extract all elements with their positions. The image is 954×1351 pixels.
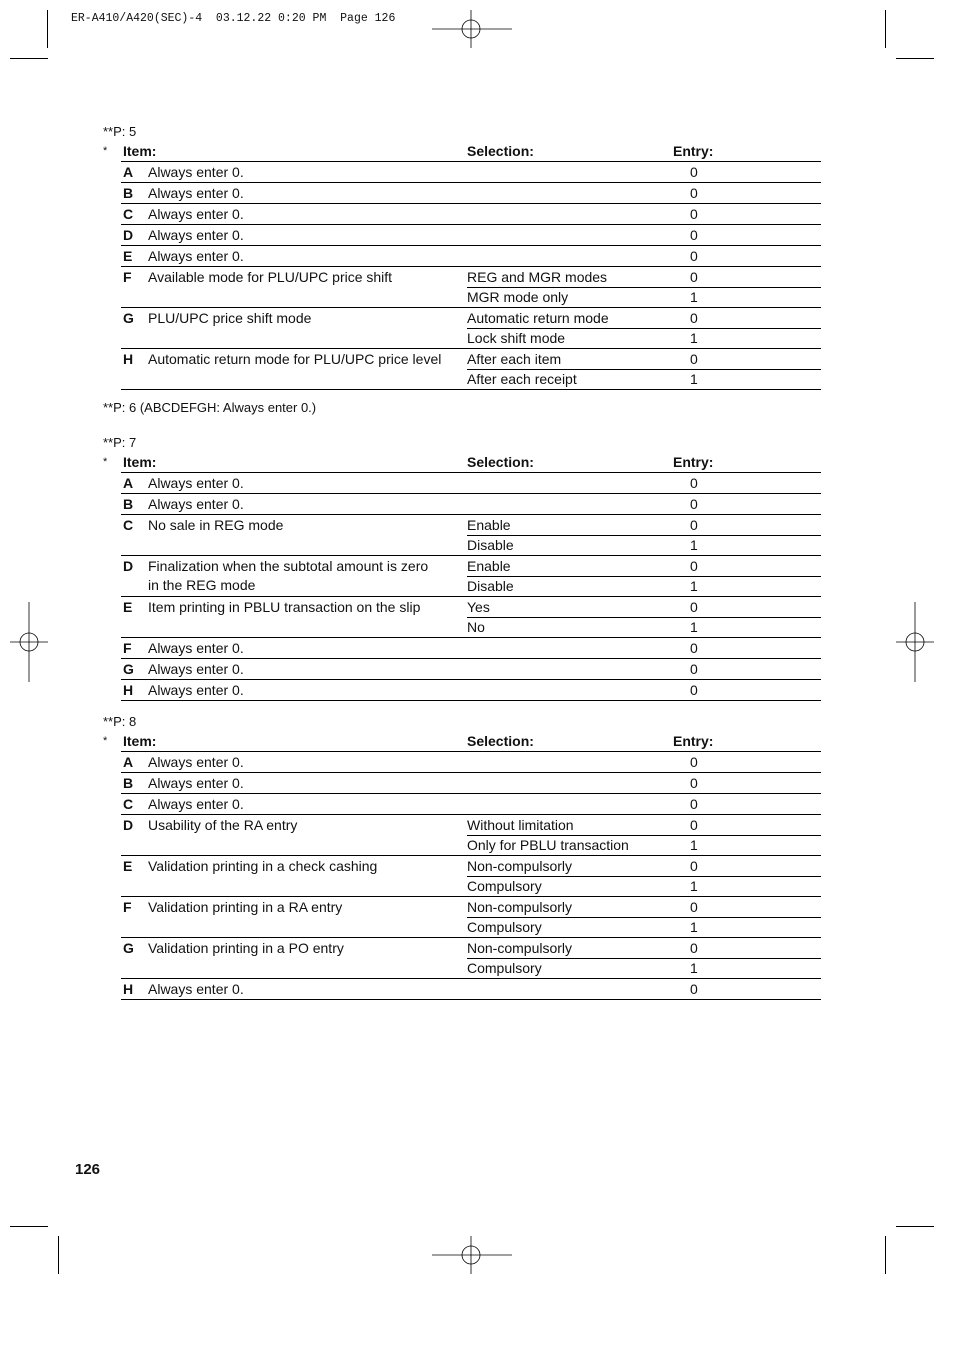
table-row [121, 267, 821, 287]
row-selection: After each item [467, 351, 562, 367]
row-item-text: Item printing in PBLU transaction on the slip [148, 599, 421, 615]
table-row [121, 897, 821, 917]
asterisk-note: * [103, 145, 108, 157]
column-header-entry: Entry: [673, 454, 714, 470]
row-entry: 0 [690, 227, 698, 243]
table-row [121, 638, 821, 659]
row-letter: E [123, 858, 133, 874]
row-entry: 0 [690, 185, 698, 201]
table-row [121, 369, 821, 390]
row-selection: Only for PBLU transaction [467, 837, 629, 853]
column-header-item: Item: [123, 454, 157, 470]
row-selection: Disable [467, 537, 514, 553]
registration-mark-right [896, 602, 934, 682]
row-letter: E [123, 248, 133, 264]
row-selection: Disable [467, 578, 514, 594]
row-selection: Non-compulsorly [467, 858, 573, 874]
table-row [121, 515, 821, 535]
crop-mark [885, 10, 886, 48]
row-entry: 0 [690, 206, 698, 222]
row-entry: 0 [690, 517, 698, 533]
section-label-p8: **P: 8 [103, 714, 137, 729]
row-item-text: Always enter 0. [148, 682, 244, 698]
table-row [121, 876, 821, 897]
table-row [121, 494, 821, 515]
column-header-selection: Selection: [467, 454, 534, 470]
row-letter: D [123, 227, 134, 243]
row-item-text: Always enter 0. [148, 206, 244, 222]
table-row [121, 794, 821, 815]
row-letter: D [123, 558, 134, 574]
table-row [121, 773, 821, 794]
row-item-text: Always enter 0. [148, 164, 244, 180]
row-selection: Compulsory [467, 919, 542, 935]
row-item-text: Always enter 0. [148, 640, 244, 656]
row-entry: 1 [690, 837, 698, 853]
column-header-entry: Entry: [673, 143, 714, 159]
row-selection: Non-compulsorly [467, 940, 573, 956]
row-letter: F [123, 269, 132, 285]
table-row [121, 835, 821, 856]
row-item-text: Always enter 0. [148, 775, 244, 791]
row-letter: E [123, 599, 133, 615]
row-entry: 1 [690, 919, 698, 935]
row-item-text-continued: in the REG mode [148, 577, 256, 593]
row-entry: 0 [690, 775, 698, 791]
row-letter: A [123, 164, 134, 180]
row-entry: 0 [690, 164, 698, 180]
crop-mark [10, 1226, 48, 1227]
table-p7 [121, 453, 821, 701]
row-letter: F [123, 899, 132, 915]
row-letter: H [123, 981, 134, 997]
row-letter: H [123, 351, 134, 367]
row-entry: 0 [690, 351, 698, 367]
column-header-item: Item: [123, 143, 157, 159]
table-row [121, 938, 821, 958]
registration-mark-left [10, 602, 48, 682]
row-selection: Automatic return mode [467, 310, 609, 326]
table-row [121, 680, 821, 701]
column-header-selection: Selection: [467, 143, 534, 159]
row-letter: G [123, 940, 134, 956]
row-item-text: Usability of the RA entry [148, 817, 298, 833]
table-row [121, 308, 821, 328]
registration-mark-top [432, 10, 512, 48]
crop-mark [896, 1226, 934, 1227]
row-letter: B [123, 185, 134, 201]
section-label-p7: **P: 7 [103, 435, 137, 450]
row-item-text: Available mode for PLU/UPC price shift [148, 269, 393, 285]
table-row [121, 473, 821, 494]
crop-mark [58, 1236, 59, 1274]
row-entry: 0 [690, 682, 698, 698]
row-letter: D [123, 817, 134, 833]
row-letter: B [123, 496, 134, 512]
row-selection: Yes [467, 599, 490, 615]
row-entry: 1 [690, 330, 698, 346]
row-item-text: Always enter 0. [148, 496, 244, 512]
row-entry: 1 [690, 960, 698, 976]
crop-mark [10, 58, 48, 59]
row-selection: Compulsory [467, 960, 542, 976]
table-p5 [121, 142, 821, 390]
row-entry: 1 [690, 537, 698, 553]
table-header [121, 453, 821, 473]
row-selection: Non-compulsorly [467, 899, 573, 915]
print-slug: ER-A410/A420(SEC)-4 03.12.22 0:20 PM Page 126 [71, 12, 396, 25]
row-item-text: Finalization when the subtotal amount is zero [148, 558, 429, 574]
row-letter: G [123, 310, 134, 326]
row-letter: C [123, 206, 134, 222]
table-row [121, 979, 821, 1000]
row-letter: G [123, 661, 134, 677]
row-item-text: Always enter 0. [148, 661, 244, 677]
row-entry: 0 [690, 754, 698, 770]
row-letter: H [123, 682, 134, 698]
row-entry: 0 [690, 981, 698, 997]
row-entry: 0 [690, 858, 698, 874]
row-selection: Enable [467, 558, 511, 574]
row-entry: 1 [690, 619, 698, 635]
row-item-text: No sale in REG mode [148, 517, 284, 533]
table-row [121, 815, 821, 835]
row-item-text: Always enter 0. [148, 185, 244, 201]
table-row [121, 535, 821, 556]
row-letter: A [123, 475, 134, 491]
table-row [121, 162, 821, 183]
table-row [121, 349, 821, 369]
table-row [121, 917, 821, 938]
row-entry: 0 [690, 558, 698, 574]
crop-mark [885, 1236, 886, 1274]
row-entry: 0 [690, 248, 698, 264]
row-entry: 0 [690, 640, 698, 656]
row-letter: F [123, 640, 132, 656]
row-letter: A [123, 754, 134, 770]
table-row [121, 246, 821, 267]
row-entry: 0 [690, 817, 698, 833]
row-item-text: Validation printing in a RA entry [148, 899, 343, 915]
row-selection: Enable [467, 517, 511, 533]
row-item-text: Validation printing in a PO entry [148, 940, 344, 956]
table-row [121, 597, 821, 617]
row-entry: 1 [690, 289, 698, 305]
table-row [121, 752, 821, 773]
row-entry: 0 [690, 661, 698, 677]
row-selection: MGR mode only [467, 289, 569, 305]
section-label-p5: **P: 5 [103, 124, 137, 139]
row-selection: No [467, 619, 485, 635]
row-selection: After each receipt [467, 371, 577, 387]
row-item-text: PLU/UPC price shift mode [148, 310, 312, 326]
row-item-text: Validation printing in a check cashing [148, 858, 378, 874]
table-p8 [121, 732, 821, 1000]
row-entry: 0 [690, 940, 698, 956]
table-row [121, 287, 821, 308]
crop-mark [896, 58, 934, 59]
table-row [121, 328, 821, 349]
table-row [121, 576, 821, 597]
row-letter: B [123, 775, 134, 791]
row-selection: REG and MGR modes [467, 269, 608, 285]
row-item-text: Always enter 0. [148, 981, 244, 997]
row-entry: 1 [690, 371, 698, 387]
row-item-text: Always enter 0. [148, 248, 244, 264]
table-row [121, 204, 821, 225]
row-entry: 1 [690, 878, 698, 894]
row-entry: 0 [690, 599, 698, 615]
column-header-entry: Entry: [673, 733, 714, 749]
table-row [121, 617, 821, 638]
table-row [121, 659, 821, 680]
row-item-text: Always enter 0. [148, 754, 244, 770]
row-selection: Compulsory [467, 878, 542, 894]
row-entry: 0 [690, 269, 698, 285]
asterisk-note: * [103, 735, 108, 747]
row-entry: 0 [690, 796, 698, 812]
row-entry: 0 [690, 475, 698, 491]
table-row [121, 958, 821, 979]
table-row [121, 225, 821, 246]
row-item-text: Always enter 0. [148, 475, 244, 491]
row-item-text: Always enter 0. [148, 227, 244, 243]
row-item-text: Always enter 0. [148, 796, 244, 812]
table-row [121, 183, 821, 204]
row-entry: 1 [690, 578, 698, 594]
row-entry: 0 [690, 899, 698, 915]
section-label-p6: **P: 6 (ABCDEFGH: Always enter 0.) [103, 400, 317, 415]
crop-mark [47, 10, 48, 48]
row-selection: Lock shift mode [467, 330, 566, 346]
page-number: 126 [75, 1161, 101, 1178]
row-selection: Without limitation [467, 817, 574, 833]
table-header [121, 142, 821, 162]
row-letter: C [123, 796, 134, 812]
row-entry: 0 [690, 496, 698, 512]
row-item-text: Automatic return mode for PLU/UPC price level [148, 351, 442, 367]
registration-mark-bottom [432, 1236, 512, 1274]
table-header [121, 732, 821, 752]
column-header-selection: Selection: [467, 733, 534, 749]
table-row [121, 856, 821, 876]
asterisk-note: * [103, 456, 108, 468]
row-entry: 0 [690, 310, 698, 326]
column-header-item: Item: [123, 733, 157, 749]
row-letter: C [123, 517, 134, 533]
